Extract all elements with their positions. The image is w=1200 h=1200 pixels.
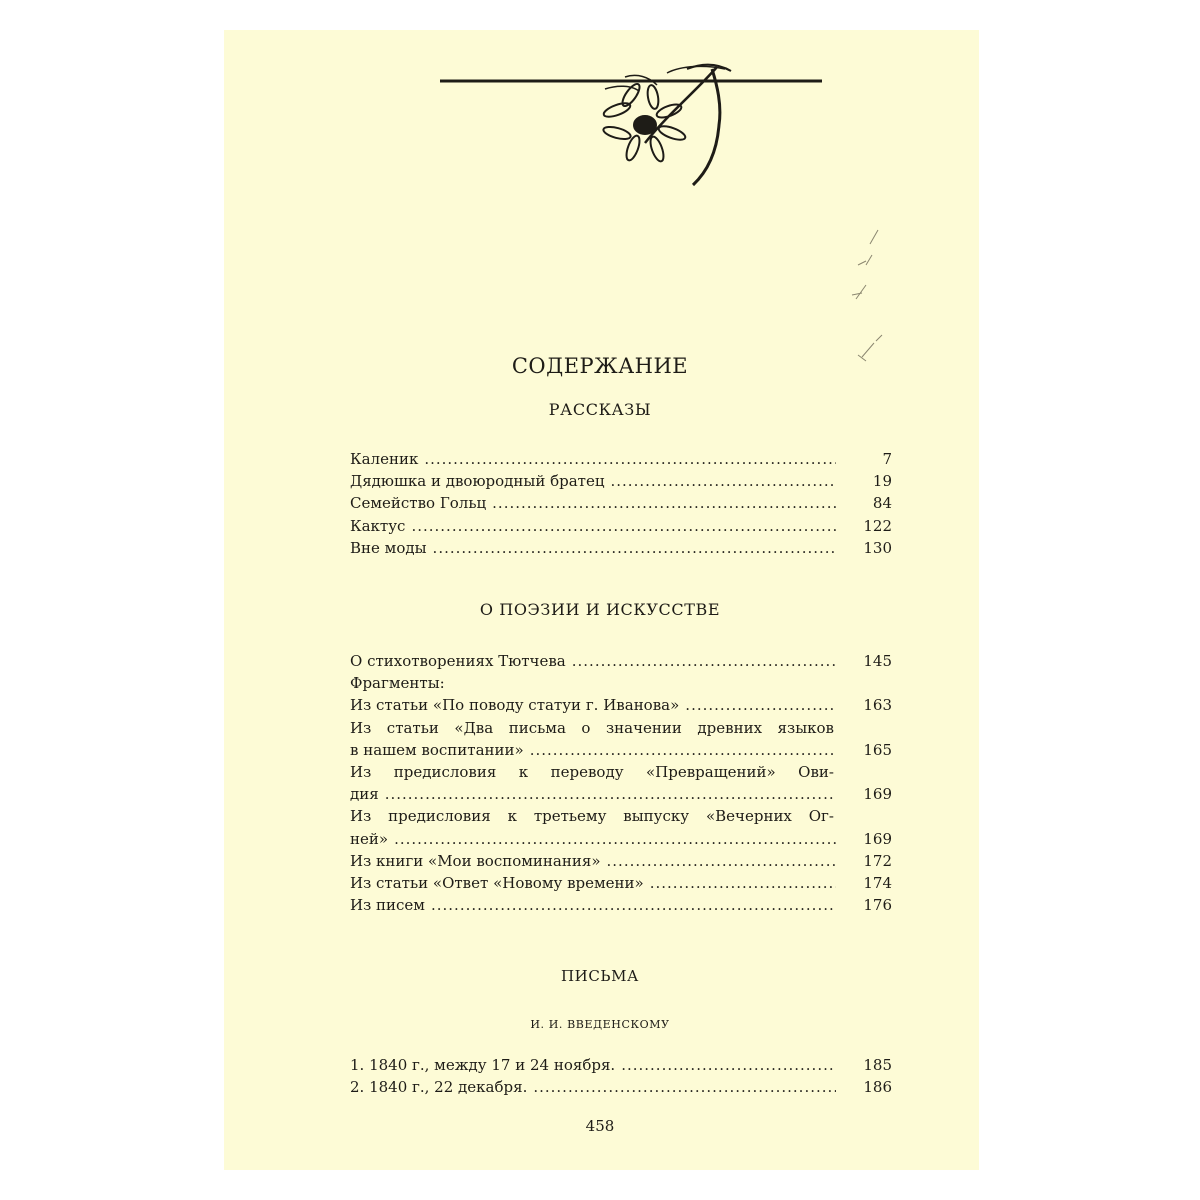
section-title-stories: РАССКАЗЫ [548,400,652,419]
dot-leader [385,783,836,805]
toc-entry[interactable] [350,1054,892,1076]
toc-entry-page: 145 [863,652,892,670]
toc-entry[interactable] [350,515,892,537]
toc-list-poetry [350,650,892,916]
toc-entry-firstline[interactable] [350,761,892,783]
toc-entry-title: Семейство Гольц [350,494,487,513]
toc-entry-title: 2. 1840 г., 22 декабря. [350,1078,528,1097]
toc-entry-page: 84 [872,494,892,513]
dot-leader [607,850,836,872]
toc-entry-title-cont: ней» [350,829,389,848]
toc-entry-title: Фрагменты: [350,674,445,693]
flower-ornament-icon [440,55,822,190]
page-number: 458 [585,1117,615,1135]
toc-entry-firstline[interactable] [350,717,892,739]
dot-leader [424,448,836,470]
toc-entry-title-cont: дия [350,785,379,804]
section-title-letters: ПИСЬМА [560,967,640,985]
toc-entry[interactable] [350,470,892,492]
toc-entry[interactable] [350,1076,892,1098]
dot-leader [572,650,836,672]
section-subtitle-recipient: И. И. ВВЕДЕНСКОМУ [530,1018,670,1031]
toc-entry[interactable] [350,492,892,514]
toc-entry[interactable] [350,739,892,761]
toc-entry-firstline[interactable] [350,805,892,827]
dot-leader [533,1076,836,1098]
page-title: СОДЕРЖАНИЕ [511,354,689,378]
toc-entry-page: 165 [863,740,892,759]
toc-entry-title: Каленик [350,450,419,468]
toc-entry-page: 186 [863,1078,892,1097]
toc-entry-title-cont: в нашем воспитании» [350,740,524,759]
toc-entry-page: 185 [863,1056,892,1074]
toc-entry-title: Из писем [350,896,425,915]
dot-leader [650,872,836,894]
toc-entry-page: 176 [863,896,892,915]
toc-entry[interactable] [350,783,892,805]
toc-entry-title: Из статьи «Ответ «Новому времени» [350,874,644,893]
toc-entry-title: Кактус [350,516,406,535]
toc-entry-page: 130 [863,538,892,557]
toc-entry-page: 174 [863,874,892,893]
toc-list-letters [350,1054,892,1098]
toc-entry-page: 169 [863,829,892,848]
toc-entry-page: 7 [882,450,892,468]
toc-entry-title: Дядюшка и двоюродный братец [350,472,605,491]
toc-entry-title: Вне моды [350,538,427,557]
section-title-poetry: О ПОЭЗИИ И ИСКУССТВЕ [479,600,721,619]
dot-leader [611,470,837,492]
toc-entry[interactable] [350,448,892,470]
dot-leader [433,537,836,559]
toc-entry-title: Из книги «Мои воспоминания» [350,851,601,870]
toc-entry-page: 169 [863,785,892,804]
toc-entry[interactable] [350,894,892,916]
toc-entry-page: 122 [863,516,892,535]
toc-entry-title: О стихотворениях Тютчева [350,652,566,670]
toc-entry[interactable] [350,694,892,716]
dot-leader [411,515,836,537]
toc-list-stories [350,448,892,559]
dot-leader [431,894,836,916]
toc-entry-title: Из предисловия к переводу «Превращений» Ови- [350,763,834,782]
dot-leader [394,828,836,850]
toc-entry[interactable] [350,537,892,559]
toc-entry-page: 19 [872,472,892,491]
toc-group-label [350,672,892,694]
toc-entry-title: Из статьи «Два письма о значении древних языков [350,718,834,737]
dot-leader [685,694,836,716]
toc-entry-page: 163 [863,696,892,715]
toc-entry[interactable] [350,650,892,672]
toc-entry[interactable] [350,828,892,850]
toc-entry-title: Из статьи «По поводу статуи г. Иванова» [350,696,680,715]
paper-speckle-icon [838,225,888,375]
toc-entry-title: 1. 1840 г., между 17 и 24 ноября. [350,1056,616,1074]
toc-entry[interactable] [350,872,892,894]
toc-entry-page: 172 [863,851,892,870]
toc-entry-title: Из предисловия к третьему выпуску «Вечерних Ог- [350,807,834,826]
toc-entry[interactable] [350,850,892,872]
dot-leader [530,739,836,761]
dot-leader [621,1054,836,1076]
dot-leader [492,492,836,514]
